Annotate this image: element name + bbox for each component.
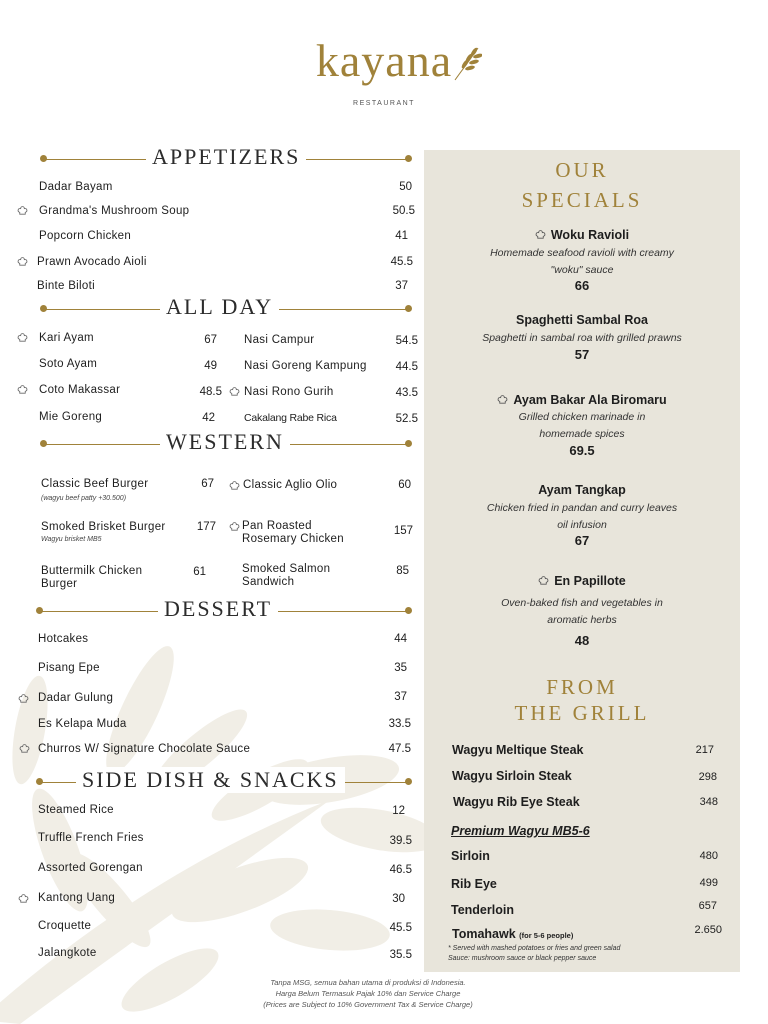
menu-item-note: Wagyu brisket MB5	[41, 536, 102, 543]
menu-item-name: Buttermilk Chicken	[41, 565, 143, 577]
special-desc-line2: "woku" sauce	[550, 264, 614, 276]
chef-hat-icon	[535, 229, 546, 240]
brand-logo: kayana	[315, 35, 453, 86]
section-heading-dessert	[36, 596, 412, 622]
special-item-desc	[455, 500, 709, 534]
chef-hat-icon	[497, 394, 508, 405]
menu-item-price: 37	[394, 691, 407, 703]
menu-item-price: 37	[395, 280, 408, 292]
chef-hat-icon	[17, 332, 28, 343]
tomahawk-name: Tomahawk	[452, 927, 516, 941]
special-desc-line2: homemade spices	[539, 428, 625, 440]
grill-item-name: Tenderloin	[451, 903, 514, 917]
chef-hat-icon	[229, 386, 240, 397]
grill-title-line2: THE GRILL	[514, 701, 650, 725]
chef-hat-icon	[19, 743, 30, 754]
special-item-desc	[455, 595, 709, 629]
special-desc-line1: Grilled chicken marinade in	[518, 411, 646, 423]
special-item-desc: Spaghetti in sambal roa with grilled prawns	[482, 332, 682, 344]
special-item-name: Spaghetti Sambal Roa	[516, 313, 648, 327]
menu-item-name: Jalangkote	[38, 947, 97, 959]
special-name-text: En Papillote	[554, 574, 626, 588]
menu-item-price: 157	[393, 525, 413, 537]
chef-hat-icon	[18, 893, 29, 904]
menu-item-price: 41	[395, 230, 408, 242]
menu-item-price: 50	[399, 181, 412, 193]
specials-title-line2: SPECIALS	[521, 188, 643, 212]
menu-item-price: 45.5	[389, 922, 412, 934]
specials-title-line1: OUR	[555, 158, 609, 182]
special-item-price: 67	[574, 533, 590, 548]
menu-item-name: Grandma's Mushroom Soup	[39, 205, 190, 217]
menu-item-price: 60	[398, 479, 411, 491]
special-item-price: 66	[574, 278, 590, 293]
menu-item-name: Nasi Rono Gurih	[244, 386, 334, 398]
chef-hat-icon	[17, 384, 28, 395]
menu-item-name: Popcorn Chicken	[39, 230, 132, 242]
menu-item-name: Coto Makassar	[39, 384, 121, 396]
footer-line3: (Prices are Subject to 10% Government Tax & Service Charge)	[263, 1000, 473, 1009]
chef-hat-icon	[17, 256, 28, 267]
special-item-name	[424, 393, 740, 407]
menu-item-name: Cakalang Rabe Rica	[244, 412, 337, 424]
section-heading-all-day	[40, 294, 412, 320]
premium-wagyu-label: Premium Wagyu MB5-6	[451, 824, 590, 838]
special-item-price: 48	[574, 633, 590, 648]
section-title: APPETIZERS	[146, 144, 306, 170]
menu-item-price: 54.5	[395, 335, 418, 347]
menu-item-price: 177	[196, 521, 216, 533]
special-item-desc	[455, 409, 709, 443]
footer-line2: Harga Belum Termasuk Pajak 10% dan Service Charge	[275, 989, 461, 998]
menu-item-name: Nasi Campur	[244, 334, 315, 346]
menu-item-name: Classic Aglio Olio	[243, 479, 338, 491]
grill-item-name: Wagyu Meltique Steak	[452, 743, 584, 757]
special-desc-line1: Chicken fried in pandan and curry leaves	[486, 502, 678, 514]
menu-item-price: 12	[392, 805, 405, 817]
menu-item-price: 43.5	[395, 387, 418, 399]
menu-item-name: Mie Goreng	[39, 411, 103, 423]
grill-item-name: Wagyu Rib Eye Steak	[453, 795, 580, 809]
special-item-name	[424, 574, 740, 588]
menu-item-name: Nasi Goreng Kampung	[244, 360, 367, 372]
menu-item-price: 39.5	[389, 835, 412, 847]
menu-item-note: (wagyu beef patty +30.500)	[41, 495, 127, 502]
menu-item-name-line2: Rosemary Chicken	[242, 533, 344, 545]
grill-item-price: 499	[699, 877, 718, 889]
special-name-text: Ayam Bakar Ala Biromaru	[513, 393, 667, 407]
menu-item-name: Es Kelapa Muda	[38, 718, 127, 730]
menu-item-price: 42	[202, 412, 215, 424]
menu-item-name: Dadar Gulung	[38, 692, 114, 704]
menu-item-name: Croquette	[38, 920, 92, 932]
section-title: DESSERT	[158, 596, 278, 622]
menu-item-price: 49	[204, 360, 217, 372]
menu-item-name: Prawn Avocado Aioli	[37, 256, 147, 268]
served-note-line2: Sauce: mushroom sauce or black pepper sauce	[448, 955, 597, 962]
menu-item-name: Hotcakes	[38, 633, 89, 645]
menu-item-price: 46.5	[389, 864, 412, 876]
section-title: WESTERN	[160, 429, 290, 455]
special-desc-line1: Homemade seafood ravioli with creamy	[490, 247, 674, 259]
special-item-desc	[455, 245, 709, 279]
footer-note	[0, 977, 736, 1010]
menu-item-name: Truffle French Fries	[38, 832, 144, 844]
menu-item-name: Smoked Brisket Burger	[41, 521, 166, 533]
menu-item-price: 44	[394, 633, 407, 645]
menu-item-name-line2: Burger	[41, 578, 78, 590]
menu-item-price: 30	[392, 893, 405, 905]
brand-subtitle: RESTAURANT	[353, 100, 415, 107]
menu-item-price: 45.5	[390, 256, 413, 268]
grill-item-price: 2.650	[694, 924, 722, 936]
menu-item-price: 50.5	[392, 205, 415, 217]
special-name-text: Woku Ravioli	[550, 228, 630, 242]
menu-item-price: 35.5	[389, 949, 412, 961]
section-title: SIDE DISH & SNACKS	[76, 767, 345, 793]
menu-item-name: Soto Ayam	[39, 358, 98, 370]
menu-item-name: Assorted Gorengan	[38, 862, 143, 874]
special-item-price: 69.5	[569, 443, 595, 458]
special-desc-line2: aromatic herbs	[547, 614, 617, 626]
special-desc-line1: Oven-baked fish and vegetables in	[501, 597, 663, 609]
wheat-icon	[452, 44, 482, 82]
menu-item-price: 33.5	[388, 718, 411, 730]
menu-item-price: 61	[193, 566, 206, 578]
menu-item-name: Dadar Bayam	[39, 181, 113, 193]
section-title: ALL DAY	[160, 294, 279, 320]
grill-item-price: 217	[695, 744, 714, 756]
chef-hat-icon	[229, 521, 240, 532]
menu-item-name: Steamed Rice	[38, 804, 114, 816]
section-heading-appetizers	[40, 144, 412, 170]
section-heading-western	[40, 429, 412, 455]
grill-item-name: Wagyu Sirloin Steak	[452, 769, 572, 783]
chef-hat-icon	[17, 205, 28, 216]
chef-hat-icon	[18, 693, 29, 704]
menu-item-price: 44.5	[395, 361, 418, 373]
grill-item-price: 298	[698, 771, 717, 783]
grill-item-price: 480	[699, 850, 718, 862]
chef-hat-icon	[229, 480, 240, 491]
menu-item-price: 67	[204, 334, 217, 346]
menu-item-price: 85	[396, 565, 409, 577]
tomahawk-note: (for 5-6 people)	[519, 931, 574, 940]
menu-item-name-line2: Sandwich	[242, 576, 295, 588]
grill-item-name: Rib Eye	[451, 877, 497, 891]
menu-item-price: 47.5	[388, 743, 411, 755]
menu-item-price: 67	[201, 478, 214, 490]
menu-item-name: Smoked Salmon	[242, 563, 331, 575]
footer-line1: Tanpa MSG, semua bahan utama di produksi di Indonesia.	[270, 978, 466, 987]
menu-item-price: 52.5	[395, 413, 418, 425]
menu-item-name: Binte Biloti	[37, 280, 95, 292]
special-desc-line2: oil infusion	[557, 519, 607, 531]
grill-item-price: 657	[698, 900, 717, 912]
menu-item-name: Pisang Epe	[38, 662, 100, 674]
grill-item-price: 348	[699, 796, 718, 808]
menu-item-name: Churros W/ Signature Chocolate Sauce	[38, 743, 251, 755]
served-note-line1: * Served with mashed potatoes or fries and green salad	[448, 945, 621, 952]
special-item-name	[424, 228, 740, 242]
grill-title-line1: FROM	[546, 675, 618, 699]
menu-item-price: 48.5	[199, 386, 222, 398]
grill-item-name: Sirloin	[451, 849, 490, 863]
menu-item-name: Kari Ayam	[39, 332, 94, 344]
menu-item-price: 35	[394, 662, 407, 674]
grill-item-name	[452, 927, 573, 941]
special-item-price: 57	[574, 347, 590, 362]
chef-hat-icon	[538, 575, 549, 586]
special-item-name: Ayam Tangkap	[538, 483, 626, 497]
menu-item-name: Classic Beef Burger	[41, 478, 149, 490]
menu-item-name: Kantong Uang	[38, 892, 116, 904]
section-heading-side-dish	[36, 767, 412, 793]
menu-item-name: Pan Roasted	[242, 520, 312, 532]
